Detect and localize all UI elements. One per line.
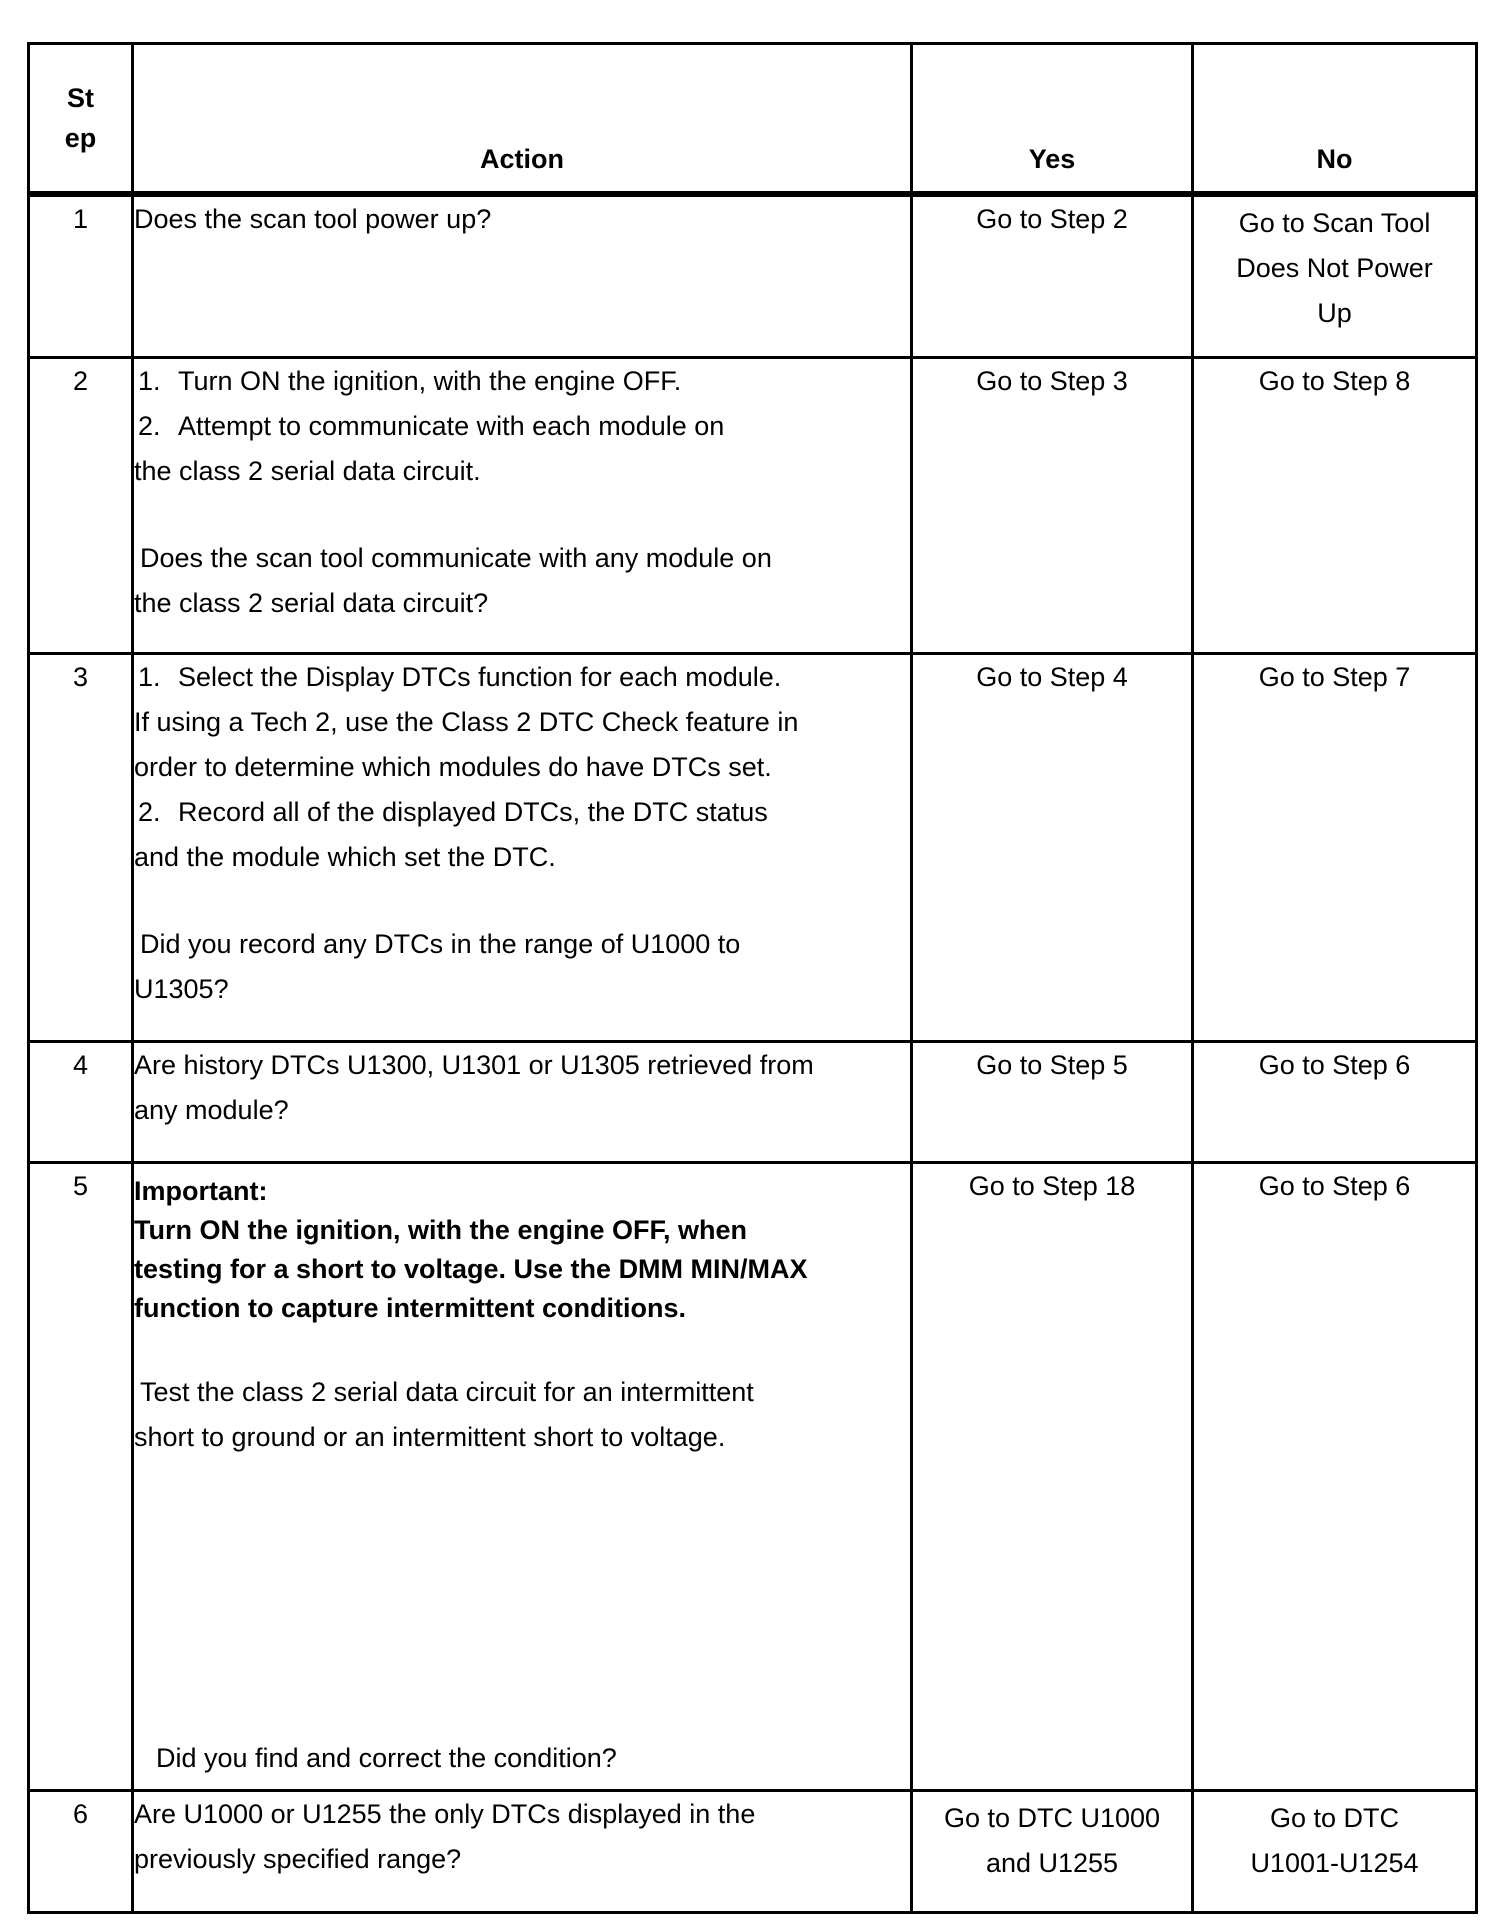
- no-cell: Go to Step 8: [1193, 358, 1477, 654]
- step-number: 1: [29, 194, 133, 358]
- table-row: [29, 1791, 1477, 1913]
- no-cell: Go to Step 6: [1193, 1163, 1477, 1791]
- action-question: Does the scan tool communicate with any module on: [140, 543, 772, 573]
- action-question: Did you record any DTCs in the range of U1000 to: [140, 929, 741, 959]
- action-item-2: 2. Record all of the displayed DTCs, the DTC status: [138, 797, 768, 827]
- action-cell: 1. Turn ON the ignition, with the engine OFF. 2. Attempt to communicate with each module on the class 2 serial data circuit. Does the scan tool communicate with any module on the class 2 serial data circuit?: [133, 358, 912, 654]
- action-question: Did you find and correct the condition?: [156, 1743, 617, 1773]
- table-row: [29, 358, 1477, 654]
- no-cell: Go to Step 6: [1193, 1042, 1477, 1163]
- step-number: 2: [29, 358, 133, 654]
- header-yes: Yes: [912, 44, 1193, 194]
- table-row: [29, 654, 1477, 1042]
- action-cell: Are U1000 or U1255 the only DTCs displayed in the previously specified range?: [133, 1791, 912, 1913]
- action-test-instruction: Test the class 2 serial data circuit for an intermittent: [140, 1377, 754, 1407]
- action-cell: Important: Turn ON the ignition, with the engine OFF, when testing for a short to voltage. Use the DMM MIN/MAX function to capture intermittent conditions. Test the class 2 serial data circuit for an intermittent short to ground or an intermittent short to voltage. Did you find and correct the condition?: [133, 1163, 912, 1791]
- important-label: Important:: [134, 1176, 268, 1206]
- step-number: 5: [29, 1163, 133, 1791]
- yes-cell: Go to Step 3: [912, 358, 1193, 654]
- action-cell: [133, 194, 912, 358]
- step-number: 4: [29, 1042, 133, 1163]
- action-cell: Are history DTCs U1300, U1301 or U1305 retrieved from any module?: [133, 1042, 912, 1163]
- action-question: Does the scan tool power up?: [134, 203, 492, 234]
- header-action: Action: [133, 44, 912, 194]
- yes-cell: Go to Step 18: [912, 1163, 1193, 1791]
- action-item-1: 1. Select the Display DTCs function for each module.: [138, 662, 782, 692]
- no-cell: Go to DTC U1001-U1254: [1193, 1791, 1477, 1913]
- table-row: [29, 1163, 1477, 1791]
- yes-cell: Go to Step 4: [912, 654, 1193, 1042]
- important-note: Turn ON the ignition, with the engine OFF, when: [134, 1215, 747, 1245]
- action-cell: 1. Select the Display DTCs function for each module. If using a Tech 2, use the Class 2 DTC Check feature in order to determine which modules do have DTCs set. 2. Record all of the displayed DTCs, the DTC status and the module which set the DTC. Did you record any DTCs in the range of U1000 to U1305?: [133, 654, 912, 1042]
- step-number: 6: [29, 1791, 133, 1913]
- table-row: [29, 194, 1477, 358]
- yes-cell: Go to Step 5: [912, 1042, 1193, 1163]
- header-step: St ep: [29, 44, 133, 194]
- action-question: Are history DTCs U1300, U1301 or U1305 retrieved from: [134, 1050, 814, 1080]
- step-number: 3: [29, 654, 133, 1042]
- no-cell: Go to Scan Tool Does Not Power Up: [1193, 194, 1477, 358]
- table-header-row: [29, 44, 1477, 194]
- action-item-1: 1. Turn ON the ignition, with the engine OFF.: [138, 366, 682, 396]
- yes-cell: Go to Step 2: [912, 194, 1193, 358]
- header-no: No: [1193, 44, 1477, 194]
- no-cell: Go to Step 7: [1193, 654, 1477, 1042]
- action-question: Are U1000 or U1255 the only DTCs displayed in the: [134, 1799, 756, 1829]
- table-row: [29, 1042, 1477, 1163]
- diagnostic-table: [27, 42, 1478, 1914]
- action-item-2: 2. Attempt to communicate with each module on: [138, 411, 725, 441]
- yes-cell: Go to DTC U1000 and U1255: [912, 1791, 1193, 1913]
